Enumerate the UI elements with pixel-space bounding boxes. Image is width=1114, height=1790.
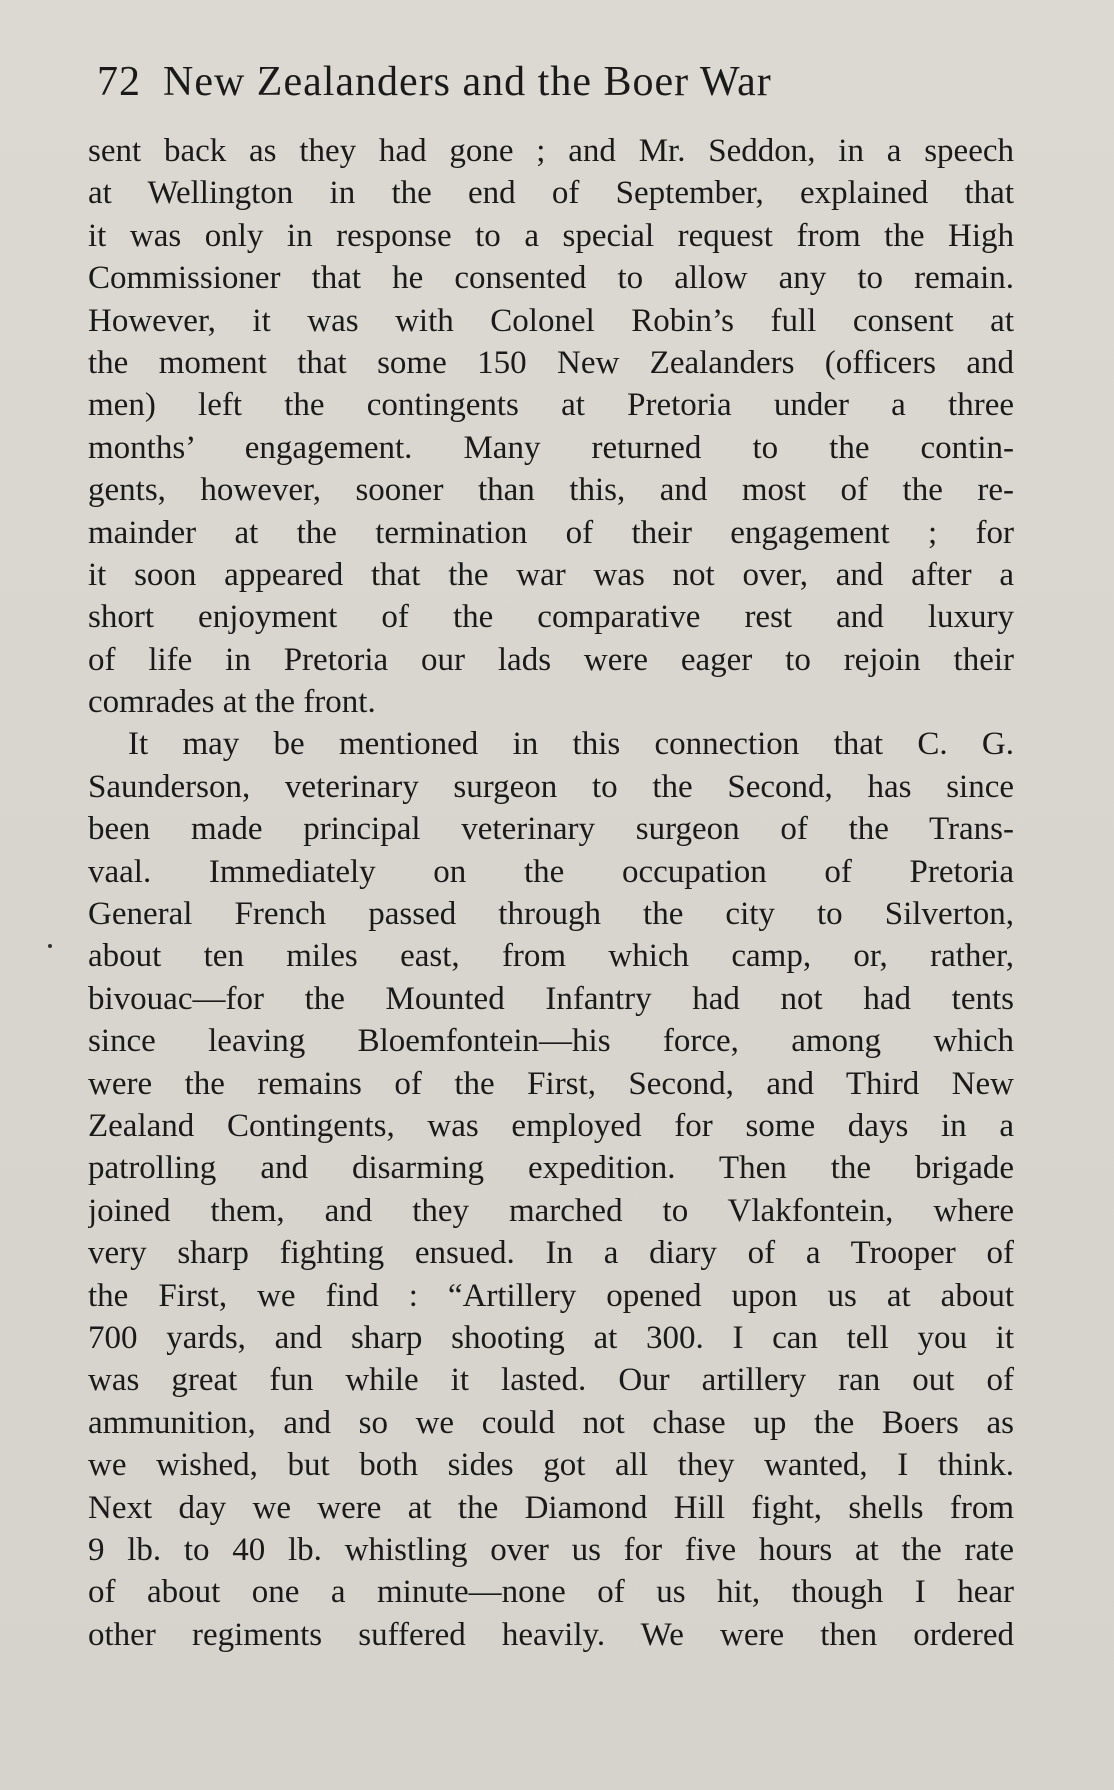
text-line: It may be mentioned in this connection that C. G. (128, 726, 1014, 763)
text-line: the moment that some 150 New Zealanders (officers and (88, 344, 1014, 381)
text-line: bivouac—for the Mounted Infantry had not had tents (88, 980, 1014, 1017)
text-line: General French passed through the city to Silverton, (88, 896, 1014, 933)
text-line: patrolling and disarming expedition. Then the brigade (88, 1150, 1014, 1187)
text-line: it was only in response to a special request from the High (88, 217, 1014, 254)
text-line: were the remains of the First, Second, and Third New (88, 1065, 1014, 1102)
text-line: it soon appeared that the war was not over, and after a (88, 556, 1014, 593)
text-line: short enjoyment of the comparative rest and luxury (88, 599, 1014, 636)
text-line: joined them, and they marched to Vlakfontein, where (88, 1192, 1014, 1229)
text-line: vaal. Immediately on the occupation of Pretoria (88, 853, 1014, 890)
body-text (88, 130, 1014, 1656)
text-line: mainder at the termination of their engagement ; for (88, 514, 1014, 551)
text-line: since leaving Bloemfontein—his force, among which (88, 1023, 1014, 1060)
text-line: very sharp fighting ensued. In a diary of a Trooper of (88, 1235, 1014, 1272)
text-line: about ten miles east, from which camp, or, rather, (88, 938, 1014, 975)
text-line: been made principal veterinary surgeon of the Trans- (88, 811, 1014, 848)
text-line: months’ engagement. Many returned to the contin- (88, 429, 1014, 466)
text-line: However, it was with Colonel Robin’s full consent at (88, 302, 1014, 339)
text-line: comrades at the front. (88, 684, 376, 721)
page-header (97, 58, 977, 114)
text-line: the First, we find : “Artillery opened upon us at about (88, 1277, 1014, 1314)
running-title: New Zealanders and the Boer War (163, 59, 772, 105)
text-line: of about one a minute—none of us hit, though I hear (88, 1574, 1014, 1611)
text-line: ammunition, and so we could not chase up the Boers as (88, 1404, 1014, 1441)
text-line: was great fun while it lasted. Our artillery ran out of (88, 1362, 1014, 1399)
text-line: Next day we were at the Diamond Hill fight, shells from (88, 1489, 1014, 1526)
text-line: other regiments suffered heavily. We were then ordered (88, 1616, 1014, 1653)
text-line: we wished, but both sides got all they wanted, I think. (88, 1447, 1014, 1484)
margin-speck (48, 944, 52, 948)
text-line: at Wellington in the end of September, explained that (88, 175, 1014, 212)
text-line: 700 yards, and sharp shooting at 300. I can tell you it (88, 1319, 1014, 1356)
text-line: Zealand Contingents, was employed for some days in a (88, 1107, 1014, 1144)
text-line: of life in Pretoria our lads were eager to rejoin their (88, 641, 1014, 678)
page-number: 72 (97, 59, 141, 105)
text-line: 9 lb. to 40 lb. whistling over us for five hours at the rate (88, 1531, 1014, 1568)
text-line: men) left the contingents at Pretoria under a three (88, 387, 1014, 424)
paragraph-1 (88, 130, 1014, 723)
text-line: Saunderson, veterinary surgeon to the Second, has since (88, 768, 1014, 805)
text-line: sent back as they had gone ; and Mr. Seddon, in a speech (88, 133, 1014, 169)
text-line: gents, however, sooner than this, and most of the re- (88, 472, 1014, 509)
text-line: Commissioner that he consented to allow any to remain. (88, 260, 1014, 297)
paragraph-2 (88, 723, 1014, 1656)
